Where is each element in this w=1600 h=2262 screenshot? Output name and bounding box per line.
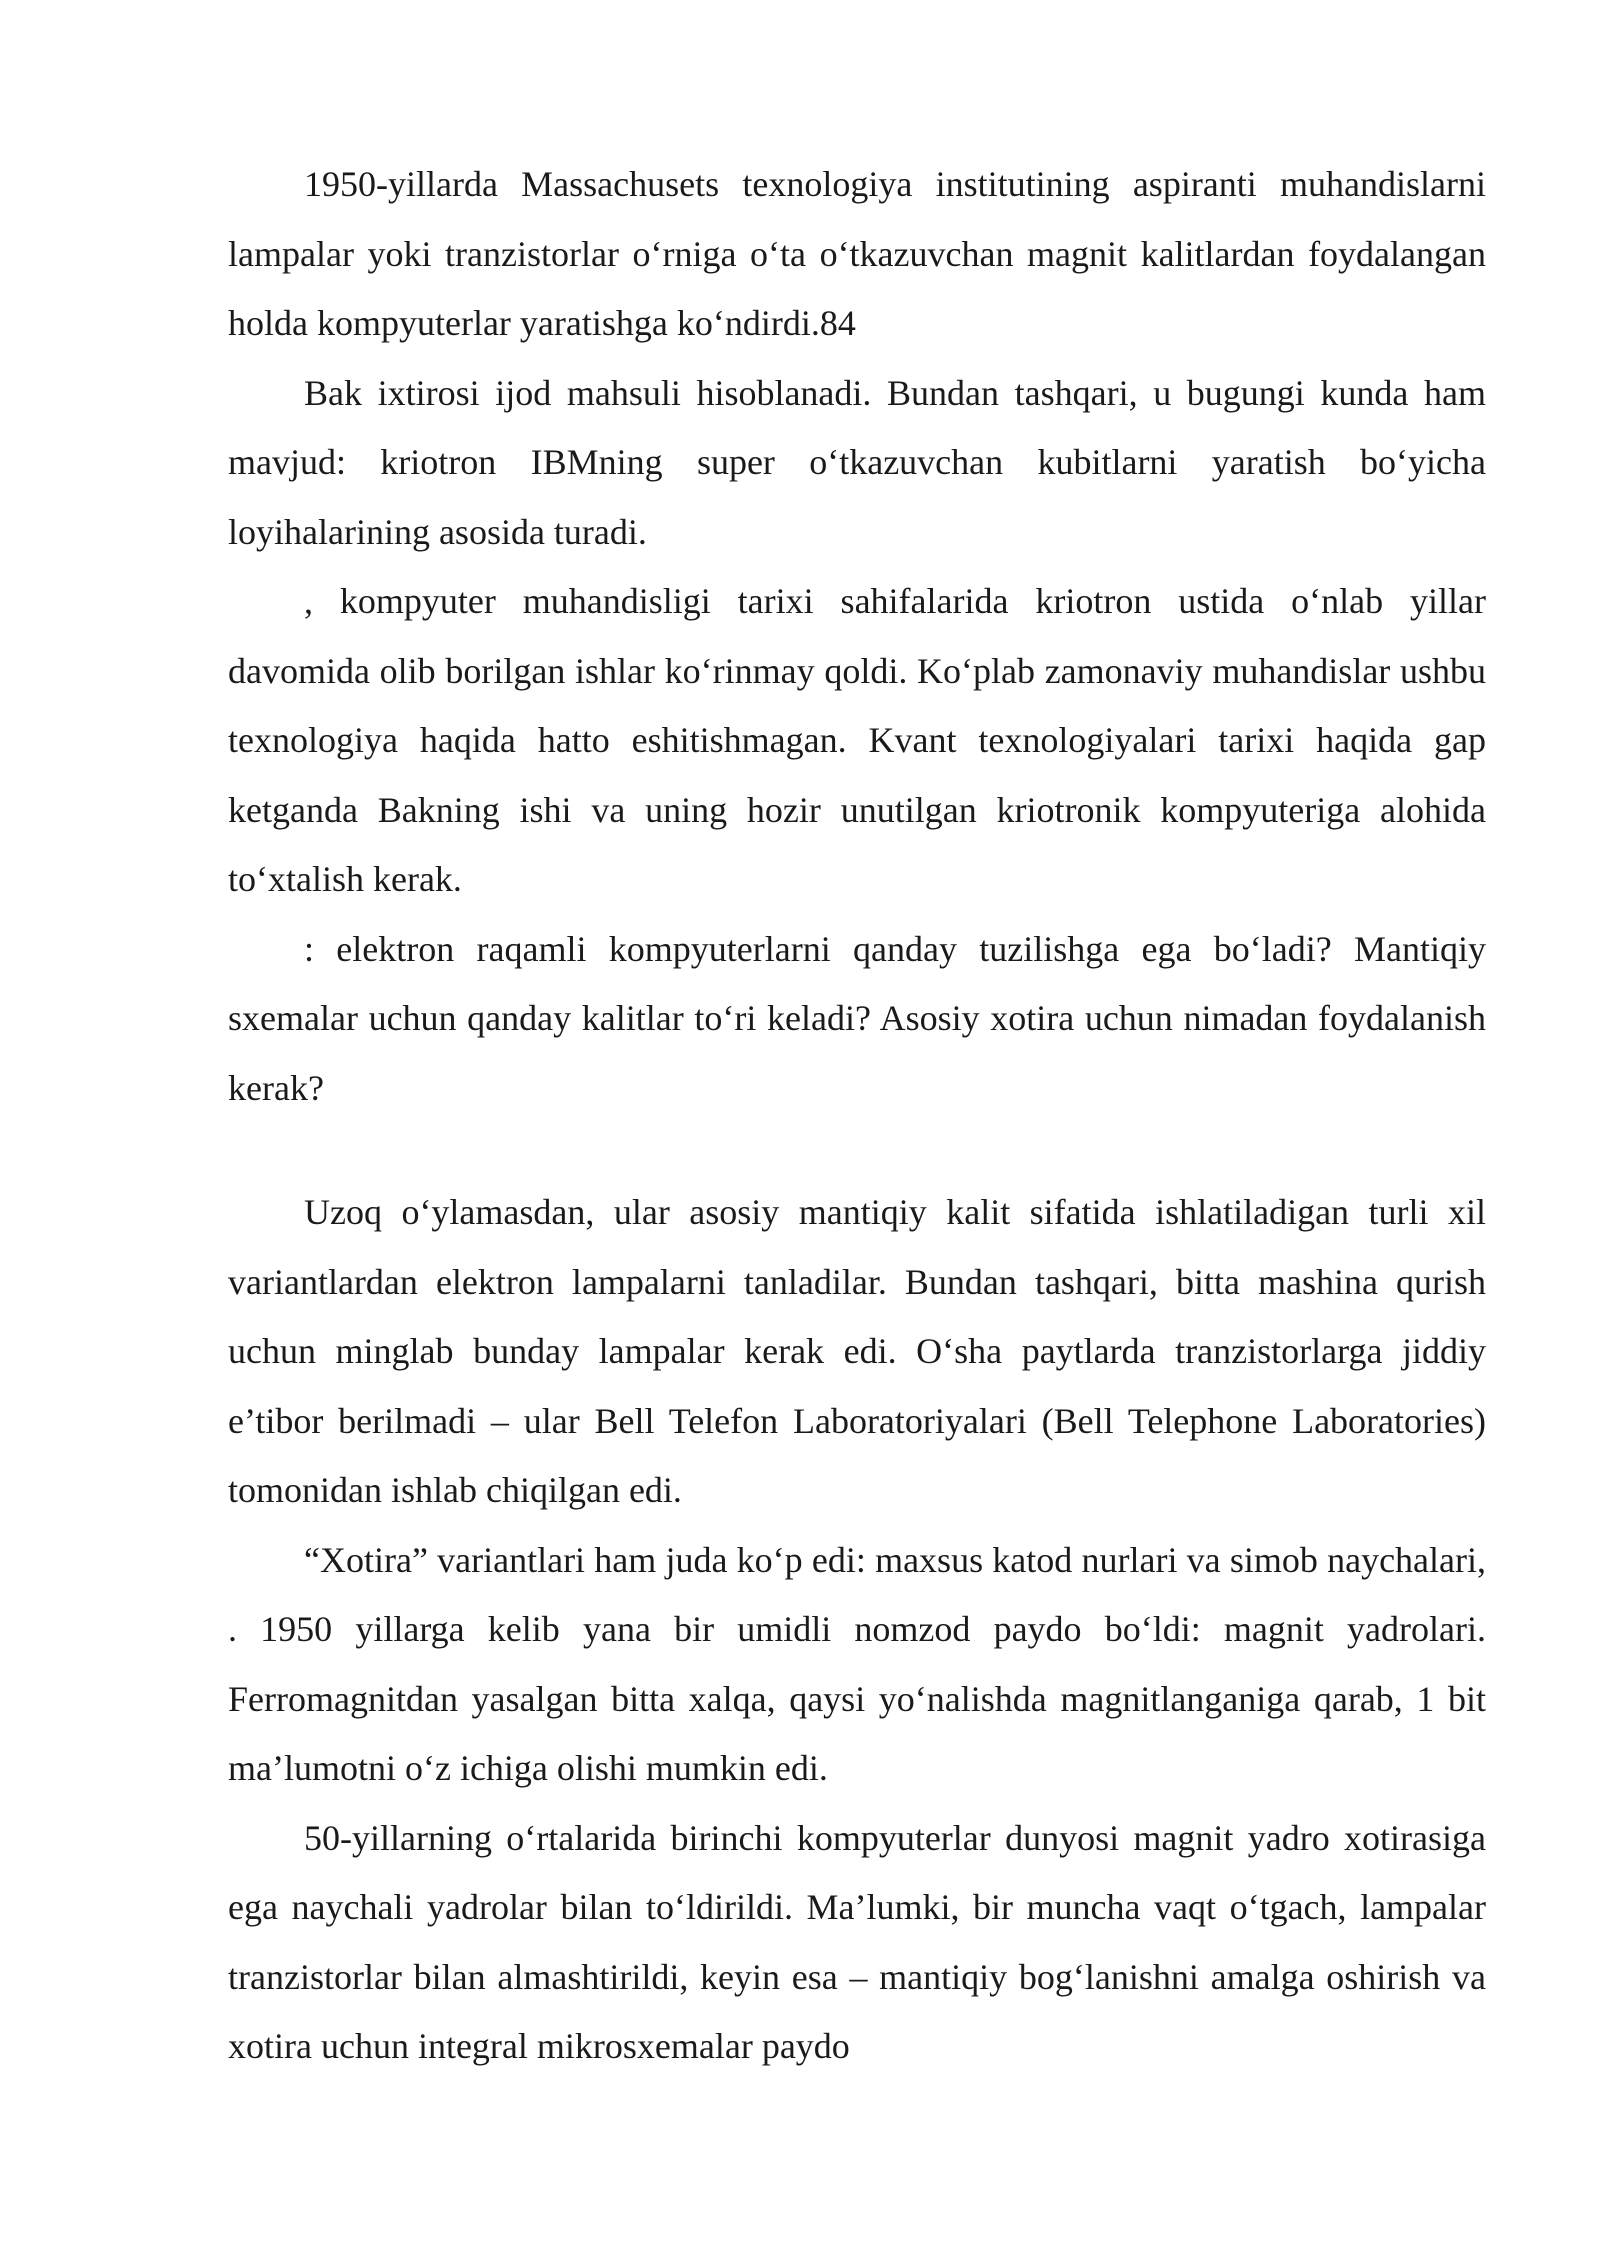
paragraph-3: , kompyuter muhandisligi tarixi sahifalarida kriotron ustida o‘nlab yillar davomida olib borilgan ishlar ko‘rinmay qoldi. Ko‘plab zamonaviy muhandislar ushbu texnologiya haqida hatto eshitishmagan. Kvant texnologiyalari tarixi haqida gap ketganda Bakning ishi va uning hozir unutilgan kriotronik kompyuteriga alohida to‘xtalish kerak. [228, 581, 1486, 899]
paragraph-4: : elektron raqamli kompyuterlarni qanday tuzilishga ega bo‘ladi? Mantiqiy sxemalar uchun qanday kalitlar to‘ri keladi? Asosiy xotira uchun nimadan foydalanish kerak? [228, 928, 1486, 1108]
paragraph-1: 1950-yillarda Massachusets texnologiya institutining aspiranti muhandislarni lampalar yoki tranzistorlar o‘rniga o‘ta o‘tkazuvchan magnit kalitlardan foydalangan holda kompyuterlar yaratishga ko‘ndirdi.84 [228, 164, 1486, 343]
text-body [228, 150, 1486, 2082]
paragraph-6: “Xotira” variantlari ham juda ko‘p edi: maxsus katod nurlari va simob naychalari, . 1950 yillarga kelib yana bir umidli nomzod paydo bo‘ldi: magnit yadrolari. Ferromagnitdan yasalgan bitta xalqa, qaysi yo‘nalishda magnitlanganiga qarab, 1 bit ma’lumotni o‘z ichiga olishi mumkin edi. [228, 1539, 1486, 1788]
paragraph-5: Uzoq o‘ylamasdan, ular asosiy mantiqiy kalit sifatida ishlatiladigan turli xil variantlardan elektron lampalarni tanladilar. Bundan tashqari, bitta mashina qurish uchun minglab bunday lampalar kerak edi. O‘sha paytlarda tranzistorlarga jiddiy e’tibor berilmadi – ular Bell Telefon Laboratoriyalari (Bell Telephone Laboratories) tomonidan ishlab chiqilgan edi. [228, 1192, 1486, 1510]
paragraph-7: 50-yillarning o‘rtalarida birinchi kompyuterlar dunyosi magnit yadro xotirasiga ega naychali yadrolar bilan to‘ldirildi. Ma’lumki, bir muncha vaqt o‘tgach, lampalar tranzistorlar bilan almashtirildi, keyin esa – mantiqiy bog‘lanishni amalga oshirish va xotira uchun integral mikrosxemalar paydo [228, 1817, 1486, 2066]
blank-line [228, 1123, 1486, 1178]
paragraph-2: Bak ixtirosi ijod mahsuli hisoblanadi. Bundan tashqari, u bugungi kunda ham mavjud: kriotron IBMning super o‘tkazuvchan kubitlarni yaratish bo‘yicha loyihalarining asosida turadi. [228, 372, 1486, 552]
